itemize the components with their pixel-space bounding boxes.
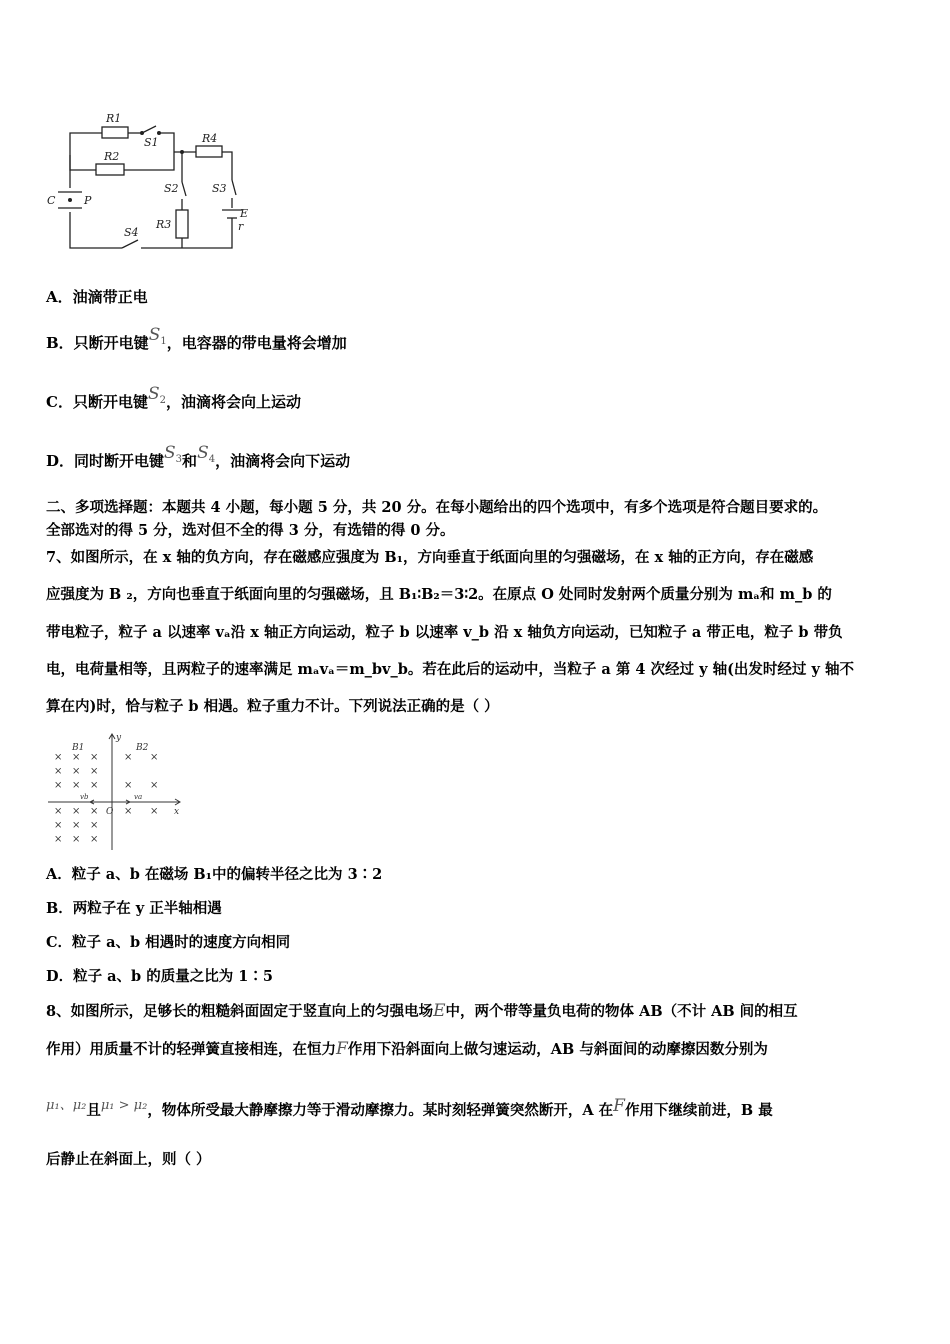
q8-stem-line-2 [46, 1039, 768, 1060]
q6-option-c-switch [148, 384, 166, 404]
q6-option-d-and: 和 [182, 452, 198, 470]
force-symbol-f: F [336, 1039, 348, 1059]
velocity-label-va: va [134, 793, 143, 801]
mu-2-symbol: μ₂ [72, 1098, 87, 1113]
q8-stem-line-3 [46, 1096, 773, 1122]
field-cross-mark: × [54, 806, 63, 817]
velocity-label-vb: vb [80, 793, 89, 801]
q7-stem-line-4: 电，电荷量相等，且两粒子的速率满足 mₐvₐ＝m_bv_b。若在此后的运动中，当粒子 a 第 4 次经过 y 轴(出发时经过 y 轴不 [46, 661, 854, 678]
field-cross-mark: × [72, 752, 81, 763]
circuit-label-s3: S3 [212, 182, 227, 195]
mu-1-symbol: μ₁ [46, 1098, 60, 1113]
field-cross-mark: × [90, 780, 99, 791]
q7-option-d: D．粒子 a、b 的质量之比为 1∶5 [46, 968, 273, 985]
q7-stem-line-5: 算在内)时，恰与粒子 b 相遇。粒子重力不计。下列说法正确的是（ ） [46, 698, 499, 715]
q8-stem-line-4: 后静止在斜面上，则（ ） [46, 1151, 211, 1168]
circuit-label-s2: S2 [164, 182, 179, 195]
switch-subscript: 3 [175, 454, 183, 465]
field-cross-mark: × [54, 834, 63, 845]
q8-text: 作用下继续前进，B 最 [624, 1102, 773, 1119]
switch-symbol: S [164, 443, 176, 463]
field-cross-mark: × [72, 766, 81, 777]
field-cross-mark: × [54, 766, 63, 777]
q7-option-b: B．两粒子在 y 正半轴相遇 [46, 900, 222, 917]
axis-label-y: y [116, 733, 122, 743]
q7-stem-line-2: 应强度为 B ₂，方向也垂直于纸面向里的匀强磁场，且 B₁∶B₂＝3∶2。在原点 O 处同时发射两个质量分别为 mₐ和 m_b 的 [46, 586, 832, 603]
field-cross-mark: × [150, 806, 159, 817]
circuit-diagram [44, 100, 264, 260]
field-cross-mark: × [90, 834, 99, 845]
q7-option-c: C．粒子 a、b 相遇时的速度方向相同 [46, 934, 291, 951]
field-cross-mark: × [54, 820, 63, 831]
q6-option-b-text-end: ，电容器的带电量将会增加 [166, 334, 347, 352]
q8-and: 且 [86, 1102, 101, 1119]
switch-subscript: 2 [159, 395, 166, 406]
q8-text: ，物体所受最大静摩擦力等于滑动摩擦力。某时刻轻弹簧突然断开，A 在 [147, 1102, 614, 1119]
switch-subscript: 4 [208, 454, 216, 465]
q6-option-d-text: D．同时断开电键 [46, 452, 165, 470]
force-symbol-f: F [613, 1096, 625, 1116]
circuit-label-e: E [240, 207, 249, 220]
circuit-label-r1: R1 [106, 112, 122, 125]
q7-stem-line-1: 7、如图所示，在 x 轴的负方向，存在磁感应强度为 B₁，方向垂直于纸面向里的匀强磁场，在 x 轴的正方向，存在磁感 [46, 549, 814, 566]
circuit-label-s4: S4 [124, 226, 139, 239]
q8-text: 8、如图所示，足够长的粗糙斜面固定于竖直向上的匀强电场 [46, 1003, 434, 1020]
circuit-label-r4: R4 [202, 132, 218, 145]
circuit-label-s1: S1 [144, 136, 159, 149]
switch-symbol: S [197, 443, 209, 463]
field-cross-mark: × [150, 752, 159, 763]
field-cross-mark: × [124, 780, 133, 791]
circuit-label-p: P [84, 194, 92, 207]
q6-option-d [46, 443, 351, 478]
q6-option-c-text-end: ，油滴将会向上运动 [165, 393, 301, 411]
field-symbol-e: E [433, 1001, 446, 1021]
field-crosses [54, 752, 158, 845]
q6-option-d-switch-1 [164, 443, 182, 463]
q8-text: 作用下沿斜面向上做匀速运动，AB 与斜面间的动摩擦因数分别为 [347, 1041, 768, 1058]
q7-option-a: A．粒子 a、b 在磁场 B₁中的偏转半径之比为 3∶2 [46, 866, 383, 883]
q8-text: 中，两个带等量负电荷的物体 AB（不计 AB 间的相互 [445, 1003, 798, 1020]
switch-symbol: S [147, 384, 160, 404]
field-label-b1: B1 [72, 743, 85, 753]
q6-option-d-switch-2 [197, 443, 215, 463]
field-cross-mark: × [72, 780, 81, 791]
q6-option-b-text: B．只断开电键 [46, 334, 149, 352]
field-cross-mark: × [150, 780, 159, 791]
q6-option-c [46, 384, 301, 419]
mu-comparison: μ₁ > μ₂ [100, 1098, 148, 1113]
magnetic-field-diagram [44, 730, 189, 852]
field-cross-mark: × [124, 806, 133, 817]
field-cross-mark: × [54, 752, 63, 763]
field-cross-mark: × [90, 806, 99, 817]
circuit-label-r2: R2 [104, 150, 120, 163]
q6-option-b-switch [149, 325, 167, 345]
q6-option-d-text-end: ，油滴将会向下运动 [215, 452, 351, 470]
field-cross-mark: × [124, 752, 133, 763]
field-cross-mark: × [90, 752, 99, 763]
field-cross-mark: × [72, 806, 81, 817]
axis-label-x: x [174, 807, 180, 817]
field-cross-mark: × [54, 780, 63, 791]
switch-subscript: 1 [160, 336, 167, 347]
q7-stem-line-3: 带电粒子，粒子 a 以速率 vₐ沿 x 轴正方向运动，粒子 b 以速率 v_b 沿 x 轴负方向运动，已知粒子 a 带正电，粒子 b 带负 [46, 624, 843, 641]
field-cross-mark: × [90, 766, 99, 777]
q6-option-a: A．油滴带正电 [46, 288, 148, 306]
field-cross-mark: × [72, 820, 81, 831]
q6-option-b [46, 325, 347, 360]
separator: 、 [59, 1098, 73, 1113]
origin-label: O [106, 807, 114, 817]
circuit-label-r: r [238, 220, 244, 233]
q8-text: 作用）用质量不计的轻弹簧直接相连，在恒力 [46, 1041, 336, 1058]
q6-option-c-text: C．只断开电键 [46, 393, 148, 411]
section-2-heading-line-2: 全部选对的得 5 分，选对但不全的得 3 分，有选错的得 0 分。 [46, 522, 455, 539]
circuit-label-r3: R3 [156, 218, 172, 231]
q8-stem-line-1 [46, 1001, 798, 1022]
switch-symbol: S [148, 325, 161, 345]
circuit-label-c: C [47, 194, 56, 207]
field-label-b2: B2 [136, 743, 149, 753]
field-cross-mark: × [72, 834, 81, 845]
field-cross-mark: × [90, 820, 99, 831]
section-2-heading-line-1: 二、多项选择题：本题共 4 小题，每小题 5 分，共 20 分。在每小题给出的四个选项中，有多个选项是符合题目要求的。 [46, 499, 828, 516]
